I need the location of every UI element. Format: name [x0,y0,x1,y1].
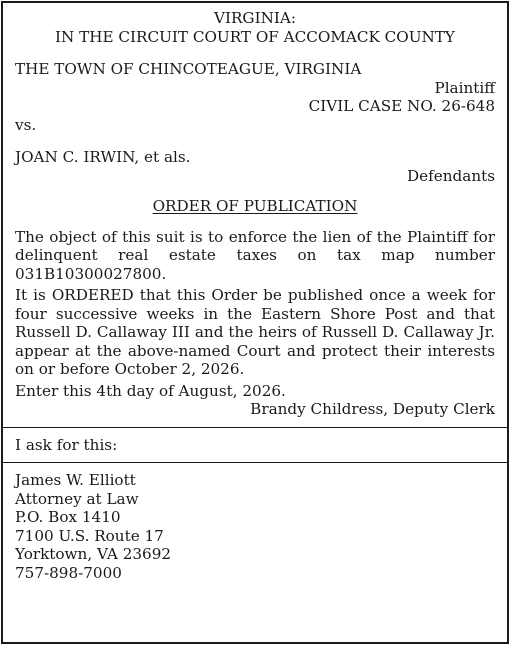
order-paragraph-object: The object of this suit is to enforce the lien of the Plaintiff for delinquent real estate taxes on tax map number 031B10300027800. [15,227,495,283]
clerk-signature: Brandy Childress, Deputy Clerk [250,400,495,418]
versus-label: vs. [15,115,37,134]
defendant-label: Defendants [406,166,495,185]
entry-date: Enter this 4th day of August, 2026. [15,381,286,400]
order-paragraph-ordered: It is ORDERED that this Order be published once a week for four successive weeks in the Eastern Shore Post and that Russell D. Callaway III and the heirs of Russell D. Callaway Jr. appear at the above-named Court and protect their interests on or before October 2, 2026. [15,286,495,378]
legal-notice [1,1,509,644]
divider [3,462,507,463]
state-heading: VIRGINIA: [214,9,296,27]
attorney-name: James W. Elliott [15,471,136,489]
plaintiff-label: Plaintiff [434,78,495,97]
attorney-phone: 757-898-7000 [15,563,122,582]
attorney-title: Attorney at Law [15,489,139,508]
defendant-name: JOAN C. IRWIN, et als. [15,148,191,166]
attorney-street: 7100 U.S. Route 17 [15,526,164,545]
attorney-block [15,471,495,582]
plaintiff-name: THE TOWN OF CHINCOTEAGUE, VIRGINIA [15,60,362,78]
court-heading [15,9,495,46]
order-title-wrap [15,197,495,216]
court-name: IN THE CIRCUIT COURT OF ACCOMACK COUNTY [55,27,455,46]
case-number: CIVIL CASE NO. 26-648 [308,97,495,115]
attorney-po-box: P.O. Box 1410 [15,508,121,526]
attorney-city-state-zip: Yorktown, VA 23692 [15,545,172,563]
request-label: I ask for this: [15,435,118,454]
case-caption [15,60,495,185]
order-title: ORDER OF PUBLICATION [152,197,358,215]
divider [3,427,507,428]
